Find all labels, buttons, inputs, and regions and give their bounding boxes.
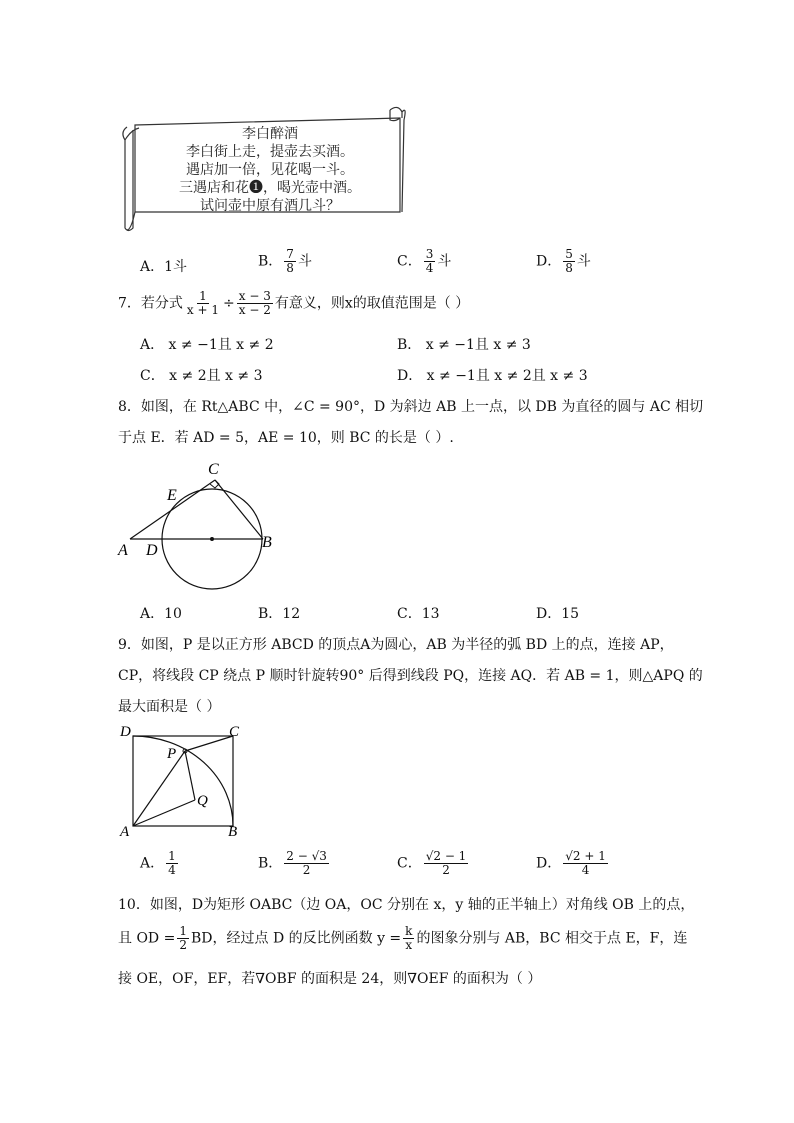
- q9-stem-line1: 9．如图，P 是以正方形 ABCD 的顶点A为圆心，AB 为半径的弧 BD 上的点，连接 AP，: [118, 637, 674, 653]
- q8-option-c: C．13: [397, 606, 440, 622]
- q7-option-a: A． x ≠ −1且 x ≠ 2: [140, 337, 274, 353]
- q9-option-a: A． $\frac{1}{4}$: [140, 849, 176, 877]
- q9-label-a: A: [120, 824, 130, 840]
- q6-option-c: C． $\frac{3}{4}$ 斗: [397, 247, 452, 275]
- poem-block: [150, 125, 390, 215]
- q8-center: [210, 537, 214, 541]
- q8-label-a: A: [118, 542, 128, 559]
- poem-title: 李白醉酒: [242, 126, 298, 142]
- q9-option-b: B． $\frac{2 - √3}{2}$: [258, 849, 327, 877]
- q8-figure: [115, 455, 285, 590]
- poem-line-3: 三遇店和花❶，喝光壶中酒。: [179, 180, 361, 196]
- poem-line-1: 李白街上走，提壶去买酒。: [186, 144, 354, 160]
- q8-stem-line1: 8．如图，在 Rt△ABC 中，∠C = 90°，D 为斜边 AB 上一点，以 DB 为直径的圆与 AC 相切: [118, 399, 704, 415]
- q8-option-a: A．10: [140, 606, 182, 622]
- q8-option-d: D．15: [536, 606, 580, 622]
- q8-line-cb: [215, 480, 263, 539]
- q8-option-b: B．12: [258, 606, 301, 622]
- q8-label-d: D: [146, 542, 158, 559]
- q6-option-b: B． $\frac{7}{8}$ 斗: [258, 247, 312, 275]
- q8-label-e: E: [167, 487, 177, 504]
- q7-option-d: D． x ≠ −1且 x ≠ 2且 x ≠ 3: [397, 368, 588, 384]
- q9-option-d: D． $\frac{√2 + 1}{4}$: [536, 849, 606, 877]
- q6-option-d: D． $\frac{5}{8}$ 斗: [536, 247, 591, 275]
- q9-label-d: D: [120, 724, 131, 740]
- q9-line-pq: [185, 751, 195, 800]
- q10-stem-line2: 且 OD = $\frac{1}{2}$ BD，经过点 D 的反比例函数 y = $\frac{k}{x}$ 的图象分别与 AB，BC 相交于点 E，F，连: [118, 924, 688, 952]
- q9-label-q: Q: [197, 793, 208, 809]
- q9-line-cp: [185, 736, 233, 751]
- q9-label-b: B: [228, 824, 238, 840]
- q7-option-c: C． x ≠ 2且 x ≠ 3: [140, 368, 263, 384]
- q8-stem-line2: 于点 E．若 AD = 5，AE = 10，则 BC 的长是（ ）.: [118, 430, 454, 446]
- q7-stem: 7．若分式 $\frac{1}{x + 1}$ ÷ $\frac{x - 3}{x - 2}$ 有意义，则x的取值范围是（ ）: [118, 289, 470, 317]
- q9-label-p: P: [167, 746, 177, 762]
- q10-stem-line3: 接 OE，OF，EF，若∇OBF 的面积是 24，则∇OEF 的面积为（ ）: [118, 971, 542, 987]
- q6-option-a: A．1斗: [140, 259, 188, 275]
- q10-stem-line1: 10．如图，D为矩形 OABC（边 OA，OC 分别在 x，y 轴的正半轴上）对角线 OB 上的点，: [118, 897, 695, 913]
- q9-stem-line2: CP，将线段 CP 绕点 P 顺时针旋转90° 后得到线段 PQ，连接 AQ．若 AB = 1，则△APQ 的: [118, 668, 703, 684]
- q9-option-c: C． $\frac{√2 - 1}{2}$: [397, 849, 467, 877]
- poem-line-4: 试问壶中原有酒几斗？: [200, 198, 340, 214]
- q8-label-b: B: [262, 534, 272, 551]
- poem-line-2: 遇店加一倍，见花喝一斗。: [186, 162, 354, 178]
- q9-stem-line3: 最大面积是（ ）: [118, 699, 221, 715]
- q7-option-b: B． x ≠ −1且 x ≠ 3: [397, 337, 531, 353]
- q9-label-c: C: [229, 724, 240, 740]
- q9-figure: [115, 720, 255, 840]
- q8-label-c: C: [208, 461, 219, 478]
